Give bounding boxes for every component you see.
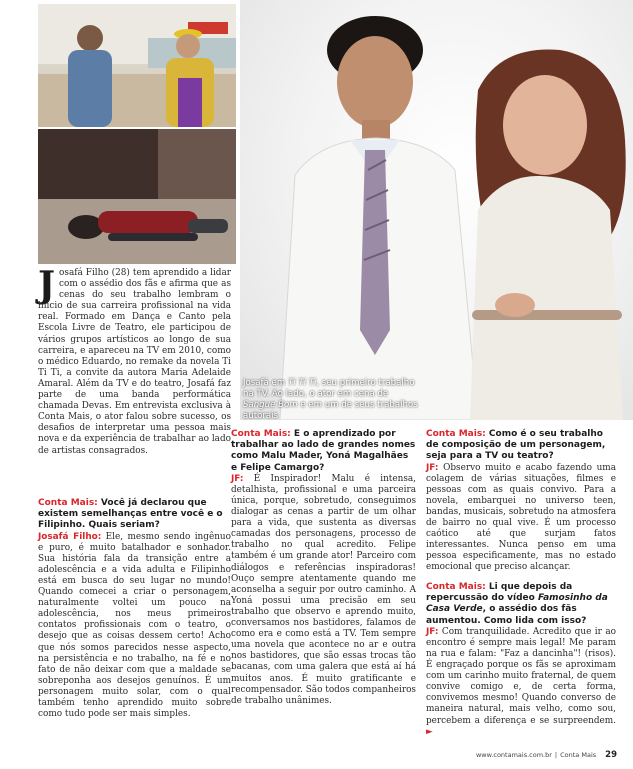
caption-text: , seu primeiro trabalho na TV. Ao lado, o ator em cena de — [243, 378, 415, 399]
caption-text: e em um de seus trabalhos autorais — [243, 400, 418, 421]
question-text: , o assédio dos fãs aumentou. Como lida com isso? — [426, 604, 587, 626]
answer-label: JF: — [426, 462, 439, 473]
answer-label: JF: — [231, 473, 244, 484]
footer-brand: Conta Mais — [560, 751, 597, 759]
qa-block-1 — [38, 498, 231, 720]
brand-label: Conta Mais: — [38, 498, 98, 508]
caption-show-title: Sangue Bom — [243, 400, 298, 410]
answer-label: Josafá Filho: — [38, 531, 102, 542]
photo-caption — [243, 378, 418, 422]
video-title: Famosinho da Casa Verde — [426, 593, 608, 615]
photo-ti-ti-ti-scene — [38, 4, 236, 129]
answer-4 — [426, 627, 616, 738]
question-text: Li que depois da repercussão do vídeo — [426, 582, 573, 604]
footer-separator: | — [554, 751, 558, 759]
question-2 — [231, 429, 416, 474]
brand-label: Conta Mais: — [426, 582, 486, 592]
caption-text: Josafá em — [243, 378, 288, 388]
intro-text: osafá Filho (28) tem aprendido a lidar com o assédio dos fãs e afirma que as cenas do seu trabalho lembram o início de sua carreira profissional na vida real. Formado em Dança e Canto pela Escola Livre de Teatro, ele participou de vários grupos artísticos ao longo de sua carreira, e apareceu na TV em 2010, como o médico Eduardo, no remake da novela Ti Ti Ti, a convite da autora Maria Adelaide Amaral. Além da TV e do teatro, Josafá faz parte de uma banda performática chamada Devas. Em entrevista exclusiva à Conta Mais, o ator falou sobre sucesso, os desafios de interpretar uma pessoa mais nova e da experiência de trabalhar ao lado de artistas consagrados. — [38, 268, 231, 456]
photo-josafa-and-actress — [240, 0, 633, 420]
page-number: 29 — [605, 750, 617, 760]
brand-label: Conta Mais: — [231, 429, 291, 439]
question-3 — [426, 429, 616, 463]
answer-text: É Inspirador! Malu é intensa, detalhista, profissional e uma parceira única, porque, sobretudo, conseguimos dialogar as cenas a partir de um olhar para a vida, que sustenta as diversas camadas dos personagens, processo de trabalho no qual acredito. Felipe também é um grande ator! Parceiro com diálogos e referências inspiradoras! Ouço sempre atentamente quando me aconselha a seguir por outro caminho. A Yoná possui uma precisão em seu trabalho que observo e aprendo muito, conversamos nos bastidores, falamos de como era e como está a TV. Tem sempre uma novela que acontece no ar e outra nos bastidores, que são essas trocas tão bacanas, com uma galera que está aí há muitos anos. É muito gratificante e recompensador. São todos companheiros de trabalho unânimes. — [231, 473, 416, 706]
question-text: E o aprendizado por trabalhar ao lado de grandes nomes como Malu Mader, Yoná Magalhães e Felipe Camargo? — [231, 429, 416, 473]
end-mark-icon: ► — [426, 726, 433, 737]
intro-paragraph — [38, 264, 231, 457]
qa-block-2 — [231, 429, 416, 707]
qa-block-4 — [426, 582, 616, 738]
answer-label: JF: — [426, 626, 439, 637]
footer-site-link[interactable]: www.contamais.com.br — [475, 751, 552, 759]
answer-text: Observo muito e acabo fazendo uma colagem de várias situações, filmes e pessoas com as quais convivo. Para a novela, embarquei no universo teen, bandas, musicais, sobretudo na atmosfera de bairro no qual vive. É um processo caótico até que surjam fatos interessantes. Nunca penso em uma pessoa especificamente, mas no estado emocional que preciso alcançar. — [426, 462, 616, 573]
answer-text: Com tranquilidade. Acredito que ir ao encontro é sempre mais legal! Me param na rua e falam: "Faz a dancinha"! (risos). É engraçado porque os fãs se aproximam com um carinho muito fraternal, de quem convive comigo e, de certa forma, convivemos mesmo! Quando converso de maneira natural, mais velho, como sou, percebem a diferença e se surpreendem. — [426, 626, 616, 726]
question-text: Como é o seu trabalho de composição de um personagem, seja para a TV ou teatro? — [426, 429, 606, 462]
question-text: Você já declarou que existem semelhanças entre você e o Filipinho. Quais seriam? — [38, 498, 223, 531]
photo-sangue-bom-scene — [38, 129, 236, 264]
caption-show-title: Ti Ti Ti — [287, 378, 317, 388]
qa-block-3 — [426, 429, 616, 574]
page-footer — [476, 749, 617, 761]
answer-3 — [426, 463, 616, 574]
question-4 — [426, 582, 616, 627]
answer-2 — [231, 474, 416, 707]
answer-text: Ele, mesmo sendo ingênuo e puro, é muito batalhador e sonhador. Sua história fala da transição entre a adolescência e a vida adulta e Filipinho está em busca do seu lugar no mundo! Quando comecei a criar o personagem, naturalmente voltei um pouco na adolescência, nos meus primeiros contatos profissionais com o teatro, o desejo que as coisas dessem certo! Acho que nós somos parecidos nesse aspecto, na persistência e no trabalho, na fé e no fato de não deixar com que a maldade se sobreponha aos desejos genuínos. É um personagem muito solar, com o qual também tenho aprendido muito sobre como tudo pode ser mais simples. — [38, 531, 231, 720]
drop-cap: J — [38, 264, 56, 306]
question-1 — [38, 498, 231, 532]
answer-1 — [38, 532, 231, 721]
brand-label: Conta Mais: — [426, 429, 486, 439]
